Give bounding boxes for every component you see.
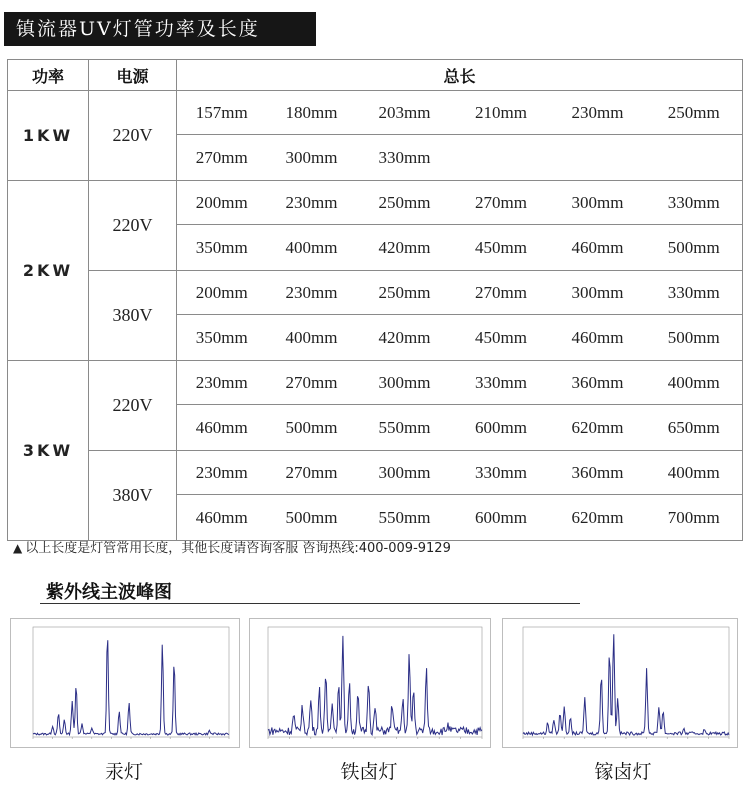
chart-label-mercury: 汞灯 [104, 761, 143, 783]
table-header-row [8, 60, 743, 91]
length-cell: 550mm [357, 495, 453, 541]
section-divider [40, 603, 580, 604]
lamp-spec-table [7, 59, 743, 541]
length-cell: 203mm [357, 91, 453, 135]
length-cell: 300mm [357, 361, 453, 405]
page-title: 镇流器UV灯管功率及长度 [4, 12, 316, 46]
length-cell: 420mm [357, 315, 453, 361]
length-cell: 360mm [550, 361, 646, 405]
voltage-cell: 220V [89, 91, 177, 181]
length-cell: 450mm [453, 315, 550, 361]
voltage-cell: 220V [89, 361, 177, 451]
length-cell: 200mm [177, 271, 267, 315]
spectrum-chart-gallium-halide [502, 618, 738, 748]
length-cell: 330mm [357, 135, 453, 181]
power-cell: 2KW [8, 181, 89, 361]
length-cell: 330mm [453, 361, 550, 405]
length-cell: 550mm [357, 405, 453, 451]
length-cell: 460mm [550, 225, 646, 271]
length-cell: 400mm [646, 361, 743, 405]
length-cell: 230mm [267, 181, 357, 225]
triangle-icon: ▲ [13, 541, 23, 555]
plot-frame [268, 627, 482, 737]
length-cell: 500mm [646, 315, 743, 361]
length-cell: 350mm [177, 225, 267, 271]
footnote-text: 以上长度是灯管常用长度，其他长度请咨询客服 咨询热线:400-009-9129 [25, 541, 451, 556]
length-cell: 400mm [646, 451, 743, 495]
length-cell: 600mm [453, 495, 550, 541]
table-row [8, 361, 743, 405]
length-cell: 700mm [646, 495, 743, 541]
power-cell: 3KW [8, 361, 89, 541]
table-row [8, 91, 743, 135]
length-cell: 250mm [357, 271, 453, 315]
length-cell: 300mm [267, 135, 357, 181]
length-cell: 450mm [453, 225, 550, 271]
length-cell: 210mm [453, 91, 550, 135]
length-cell: 620mm [550, 495, 646, 541]
spectrum-chart-mercury [10, 618, 240, 748]
length-cell: 180mm [267, 91, 357, 135]
length-cell: 500mm [267, 495, 357, 541]
length-cell: 300mm [357, 451, 453, 495]
length-cell: 270mm [453, 181, 550, 225]
length-cell [550, 135, 646, 181]
power-cell: 1KW [8, 91, 89, 181]
length-cell: 460mm [550, 315, 646, 361]
length-cell: 270mm [267, 361, 357, 405]
length-cell: 300mm [550, 271, 646, 315]
chart-label-iron-halide: 铁卤灯 [340, 761, 398, 783]
length-cell: 157mm [177, 91, 267, 135]
spectrum-curve [33, 640, 229, 735]
length-cell: 270mm [267, 451, 357, 495]
length-cell: 460mm [177, 495, 267, 541]
length-cell: 330mm [646, 181, 743, 225]
length-cell: 500mm [646, 225, 743, 271]
length-cell: 270mm [177, 135, 267, 181]
length-cell: 350mm [177, 315, 267, 361]
length-cell: 400mm [267, 225, 357, 271]
table-row [8, 451, 743, 495]
length-cell: 330mm [453, 451, 550, 495]
length-cell: 620mm [550, 405, 646, 451]
length-cell: 230mm [267, 271, 357, 315]
plot-frame [33, 627, 229, 737]
length-cell: 420mm [357, 225, 453, 271]
length-cell: 500mm [267, 405, 357, 451]
spectrum-curve [268, 636, 482, 735]
length-cell [646, 135, 743, 181]
header-length: 总长 [177, 60, 743, 91]
length-cell [453, 135, 550, 181]
table-row [8, 271, 743, 315]
length-cell: 200mm [177, 181, 267, 225]
length-cell: 460mm [177, 405, 267, 451]
length-cell: 650mm [646, 405, 743, 451]
voltage-cell: 380V [89, 271, 177, 361]
length-cell: 600mm [453, 405, 550, 451]
length-cell: 230mm [177, 361, 267, 405]
voltage-cell: 220V [89, 181, 177, 271]
length-cell: 270mm [453, 271, 550, 315]
length-cell: 230mm [177, 451, 267, 495]
spectrum-section-title: 紫外线主波峰图 [46, 582, 172, 603]
voltage-cell: 380V [89, 451, 177, 541]
table-row [8, 181, 743, 225]
spectrum-curve [523, 634, 729, 735]
spectrum-chart-iron-halide [249, 618, 491, 748]
length-cell: 300mm [550, 181, 646, 225]
length-cell: 250mm [357, 181, 453, 225]
chart-label-gallium-halide: 镓卤灯 [594, 761, 652, 783]
footnote [13, 537, 451, 556]
length-cell: 330mm [646, 271, 743, 315]
header-voltage: 电源 [89, 60, 177, 91]
length-cell: 250mm [646, 91, 743, 135]
length-cell: 360mm [550, 451, 646, 495]
length-cell: 230mm [550, 91, 646, 135]
header-power: 功率 [8, 60, 89, 91]
length-cell: 400mm [267, 315, 357, 361]
